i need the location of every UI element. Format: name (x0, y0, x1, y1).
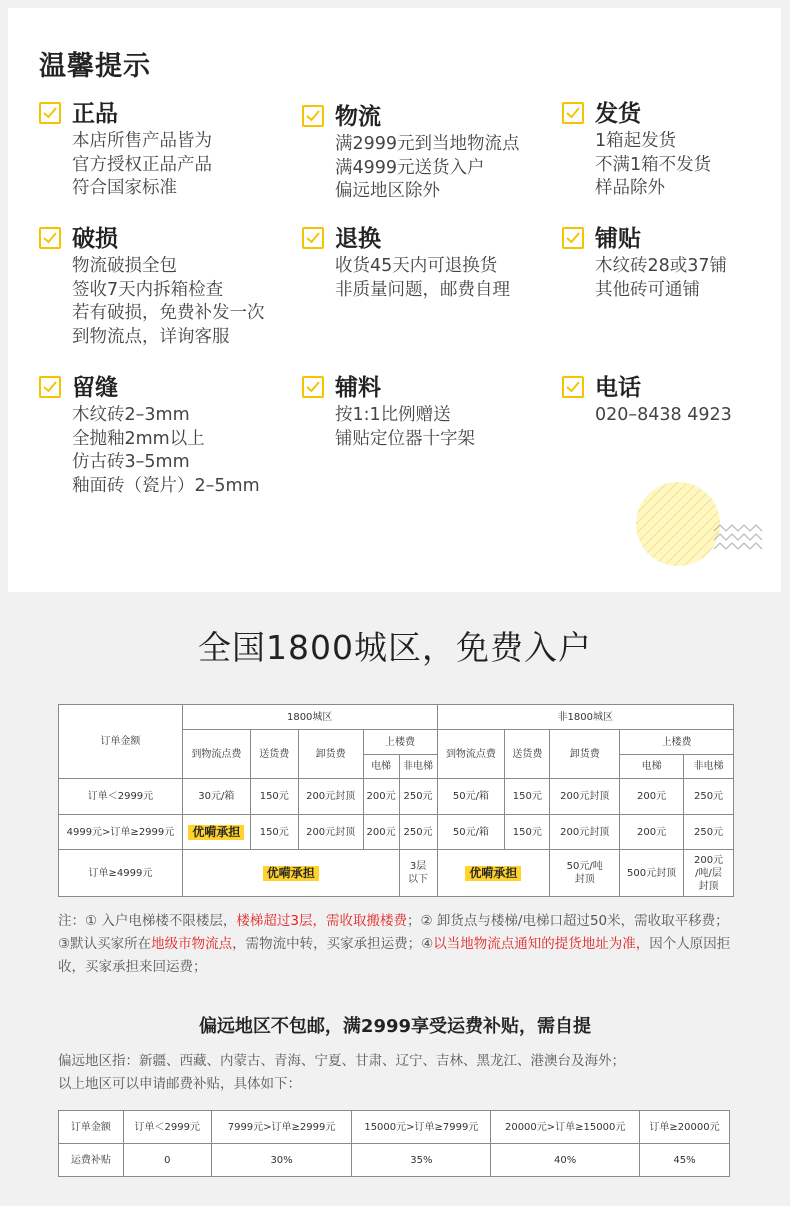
header-upstairs-fee: 上楼费 (620, 730, 734, 755)
header-point-fee: 到物流点费 (437, 730, 505, 779)
tip-line: 本店所售产品皆为 (72, 131, 212, 151)
table-cell: 0 (123, 1144, 211, 1177)
note-text: 注：① 入户电梯楼不限楼层， (58, 913, 237, 929)
table-cell (182, 850, 399, 897)
cell-line: 以下 (408, 874, 429, 885)
table-cell: 200元封顶 (298, 815, 363, 850)
row-label: 订单＜2999元 (59, 779, 183, 815)
cell-line: 50元/吨 (566, 861, 603, 872)
header-upstairs-fee: 上楼费 (363, 730, 437, 755)
tip-title: 留缝 (72, 374, 118, 401)
tip-logistics (302, 99, 520, 204)
table-cell: 30元/箱 (182, 779, 250, 815)
table-cell: 50元/箱 (437, 779, 505, 815)
table-cell: 150元 (250, 815, 298, 850)
table-row (59, 815, 734, 850)
table-cell: 订单金额 (59, 1111, 124, 1144)
tips-card (8, 8, 781, 592)
header-unload-fee: 卸货费 (298, 730, 363, 779)
table-cell: 150元 (250, 779, 298, 815)
checkbox-icon (562, 102, 584, 124)
tip-phone (562, 370, 732, 428)
tip-line: 木纹砖28或37铺 (595, 256, 728, 276)
tip-line: 全抛釉2mm以上 (72, 428, 205, 449)
checkbox-icon (302, 376, 324, 398)
checkbox-icon (302, 105, 324, 127)
tip-laying (562, 221, 727, 302)
tip-genuine (39, 96, 212, 201)
remote-title: 偏远地区不包邮，满2999享受运费补贴，需自提 (198, 1016, 592, 1037)
tip-line: 到物流点，详询客服 (72, 326, 230, 347)
table-cell: 150元 (505, 779, 550, 815)
tips-title: 温馨提示 (39, 51, 151, 82)
tip-line: 其他砖可通铺 (595, 279, 700, 300)
tip-title: 辅料 (335, 374, 381, 401)
header-unload-fee: 卸货费 (550, 730, 620, 779)
highlight-badge: 优嗬承担 (188, 825, 244, 840)
tip-dispatch (562, 96, 711, 201)
table-row (59, 850, 734, 897)
checkbox-icon (302, 227, 324, 249)
tip-line: 偏远地区除外 (335, 181, 440, 201)
header-order-amount: 订单金额 (59, 705, 183, 779)
header-elevator: 电梯 (363, 755, 399, 779)
row-label: 订单≥4999元 (59, 850, 183, 897)
table-cell: 250元 (399, 779, 437, 815)
tip-gap (39, 370, 260, 498)
table-cell: 200元 (363, 815, 399, 850)
note-warning: 以当地物流点通知的提货地址为准， (433, 936, 650, 952)
header-delivery-fee: 送货费 (505, 730, 550, 779)
table-cell: 15000元>订单≥7999元 (352, 1111, 491, 1144)
tip-line: 釉面砖（瓷片）2–5mm (72, 475, 260, 496)
tip-line: 满4999元送货入户 (335, 157, 485, 178)
tip-line: 不满1箱不发货 (595, 154, 712, 175)
table-cell: 运费补贴 (59, 1144, 124, 1177)
shipping-note (58, 910, 738, 979)
tip-title: 发货 (595, 100, 641, 127)
tip-title: 退换 (335, 225, 381, 252)
table-cell: 50元/箱 (437, 815, 505, 850)
tip-line: 满2999元到当地物流点 (335, 134, 520, 154)
table-cell: 250元 (399, 815, 437, 850)
tip-title: 铺贴 (595, 225, 641, 252)
table-cell: 45% (640, 1144, 730, 1177)
note-warning: 楼梯超过3层，需收取搬楼费 (236, 913, 407, 929)
tip-damage (39, 221, 265, 349)
header-delivery-fee: 送货费 (250, 730, 298, 779)
note-text: 因个人原因拒收，买家承担来回运费； (58, 936, 731, 975)
tip-line: 仿古砖3–5mm (72, 452, 190, 472)
header-group-non-1800: 非1800城区 (437, 705, 734, 730)
row-label: 4999元>订单≥2999元 (59, 815, 183, 850)
tip-title: 电话 (595, 374, 641, 401)
table-row (59, 779, 734, 815)
cell-line: 3层 (409, 861, 427, 872)
table-cell (182, 815, 250, 850)
header-point-fee: 到物流点费 (182, 730, 250, 779)
tip-line: 铺贴定位器十字架 (335, 428, 475, 449)
remote-description (58, 1050, 738, 1096)
header-group-1800: 1800城区 (182, 705, 437, 730)
table-cell: 500元封顶 (620, 850, 684, 897)
tip-line: 签收7天内拆箱检查 (72, 279, 224, 300)
table-row (59, 1111, 730, 1144)
phone-number[interactable]: 020–8438 4923 (595, 405, 732, 425)
table-cell: 订单＜2999元 (123, 1111, 211, 1144)
tip-accessories (302, 370, 475, 451)
checkbox-icon (562, 376, 584, 398)
table-cell (684, 850, 734, 897)
remote-line: 以上地区可以申请邮费补贴，具体如下： (58, 1076, 301, 1092)
table-cell: 30% (211, 1144, 352, 1177)
table-cell: 250元 (684, 779, 734, 815)
checkbox-icon (39, 227, 61, 249)
table-cell: 250元 (684, 815, 734, 850)
tip-line: 符合国家标准 (72, 178, 177, 198)
note-text: ；② 卸货点与楼梯/电梯口超过50米，需收取平移费；③默认买家所在 (58, 913, 729, 952)
table-cell (399, 850, 437, 897)
note-text: ，需物流中转，买家承担运费；④ (232, 936, 434, 952)
remote-line: 偏远地区指：新疆、西藏、内蒙古、青海、宁夏、甘肃、辽宁、吉林、黑龙江、港澳台及海外； (58, 1053, 625, 1069)
table-cell: 20000元>订单≥15000元 (491, 1111, 640, 1144)
table-cell: 40% (491, 1144, 640, 1177)
tip-line: 物流破损全包 (72, 256, 177, 276)
table-cell: 200元 (620, 779, 684, 815)
tip-line: 按1:1比例赠送 (335, 405, 451, 425)
tip-line: 1箱起发货 (595, 131, 677, 151)
table-cell: 200元 (620, 815, 684, 850)
tip-line: 收货45天内可退换货 (335, 256, 498, 276)
checkbox-icon (39, 376, 61, 398)
tip-title: 物流 (335, 103, 381, 130)
tip-return (302, 221, 510, 302)
shipping-fee-table (58, 704, 734, 897)
table-cell: 订单≥20000元 (640, 1111, 730, 1144)
table-cell: 200元封顶 (550, 779, 620, 815)
table-cell (437, 850, 550, 897)
decorative-circle-zigzag (636, 474, 766, 574)
table-cell: 150元 (505, 815, 550, 850)
shipping-title: 全国1800城区，免费入户 (198, 628, 592, 667)
tip-line: 样品除外 (595, 178, 665, 198)
table-cell: 200元封顶 (298, 779, 363, 815)
tip-line: 若有破损，免费补发一次 (72, 303, 265, 323)
tip-line: 官方授权正品产品 (72, 154, 212, 175)
table-cell: 200元 (363, 779, 399, 815)
table-cell: 7999元>订单≥2999元 (211, 1111, 352, 1144)
header-no-elevator: 非电梯 (399, 755, 437, 779)
tip-line: 非质量问题，邮费自理 (335, 279, 510, 300)
note-warning: 地级市物流点 (151, 936, 233, 952)
checkbox-icon (562, 227, 584, 249)
table-row (59, 1144, 730, 1177)
highlight-badge: 优嗬承担 (263, 866, 319, 881)
header-elevator: 电梯 (620, 755, 684, 779)
header-no-elevator: 非电梯 (684, 755, 734, 779)
cell-line: 封顶 (574, 874, 595, 885)
tip-title: 破损 (72, 225, 118, 252)
cell-line: 封顶 (698, 880, 719, 892)
tip-title: 正品 (72, 100, 118, 127)
highlight-badge: 优嗬承担 (465, 866, 521, 881)
table-cell: 35% (352, 1144, 491, 1177)
cell-line: /吨/层 (695, 867, 722, 879)
tip-line: 木纹砖2–3mm (72, 405, 190, 425)
checkbox-icon (39, 102, 61, 124)
cell-line: 200元 (693, 854, 724, 866)
table-cell: 200元封顶 (550, 815, 620, 850)
table-cell (550, 850, 620, 897)
subsidy-table (58, 1110, 730, 1177)
